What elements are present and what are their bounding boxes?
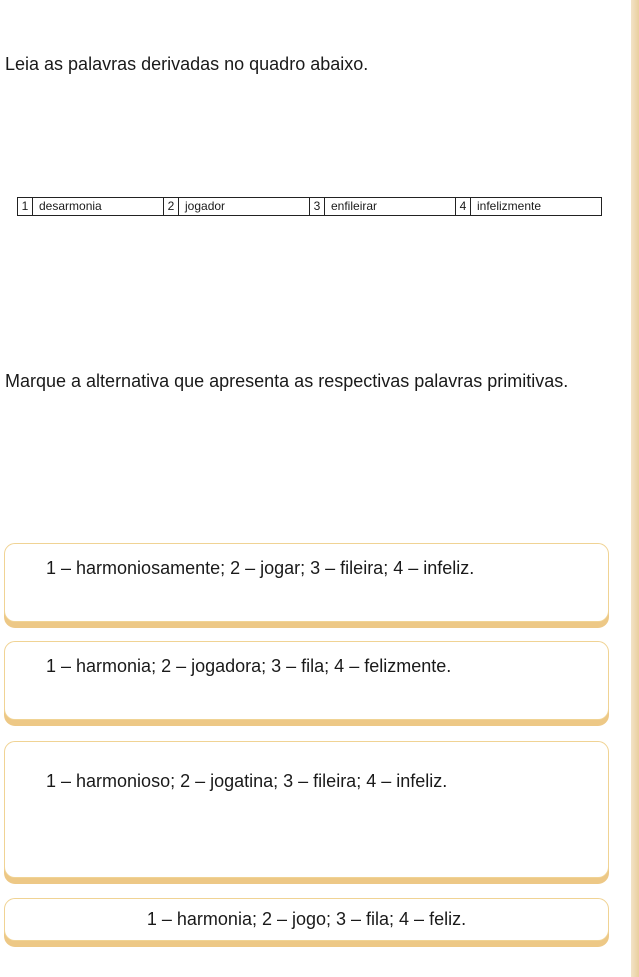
derived-words-table [17,197,602,216]
word-number-4: 4 [456,198,471,216]
answer-option-a[interactable] [4,543,609,622]
word-2: jogador [179,198,310,216]
answer-option-c-text: 1 – harmonioso; 2 – jogatina; 3 – fileira; 4 – infeliz. [46,771,448,791]
question-prompt: Marque a alternativa que apresenta as respectivas palavras primitivas. [5,371,569,391]
word-number-3: 3 [310,198,325,216]
answer-option-b-text: 1 – harmonia; 2 – jogadora; 3 – fila; 4 – felizmente. [46,656,452,676]
word-number-1: 1 [18,198,33,216]
word-number-2: 2 [164,198,179,216]
word-1: desarmonia [33,198,164,216]
word-4: infelizmente [471,198,602,216]
question-intro: Leia as palavras derivadas no quadro abaixo. [5,54,369,74]
side-edge-decoration [631,0,639,977]
answer-option-a-text: 1 – harmoniosamente; 2 – jogar; 3 – fileira; 4 – infeliz. [46,558,475,578]
answer-option-b[interactable] [4,641,609,720]
word-3: enfileirar [325,198,456,216]
answer-option-d[interactable] [4,898,609,941]
answer-option-c[interactable] [4,741,609,878]
table-row [18,198,602,216]
answer-option-d-text: 1 – harmonia; 2 – jogo; 3 – fila; 4 – feliz. [146,909,467,929]
